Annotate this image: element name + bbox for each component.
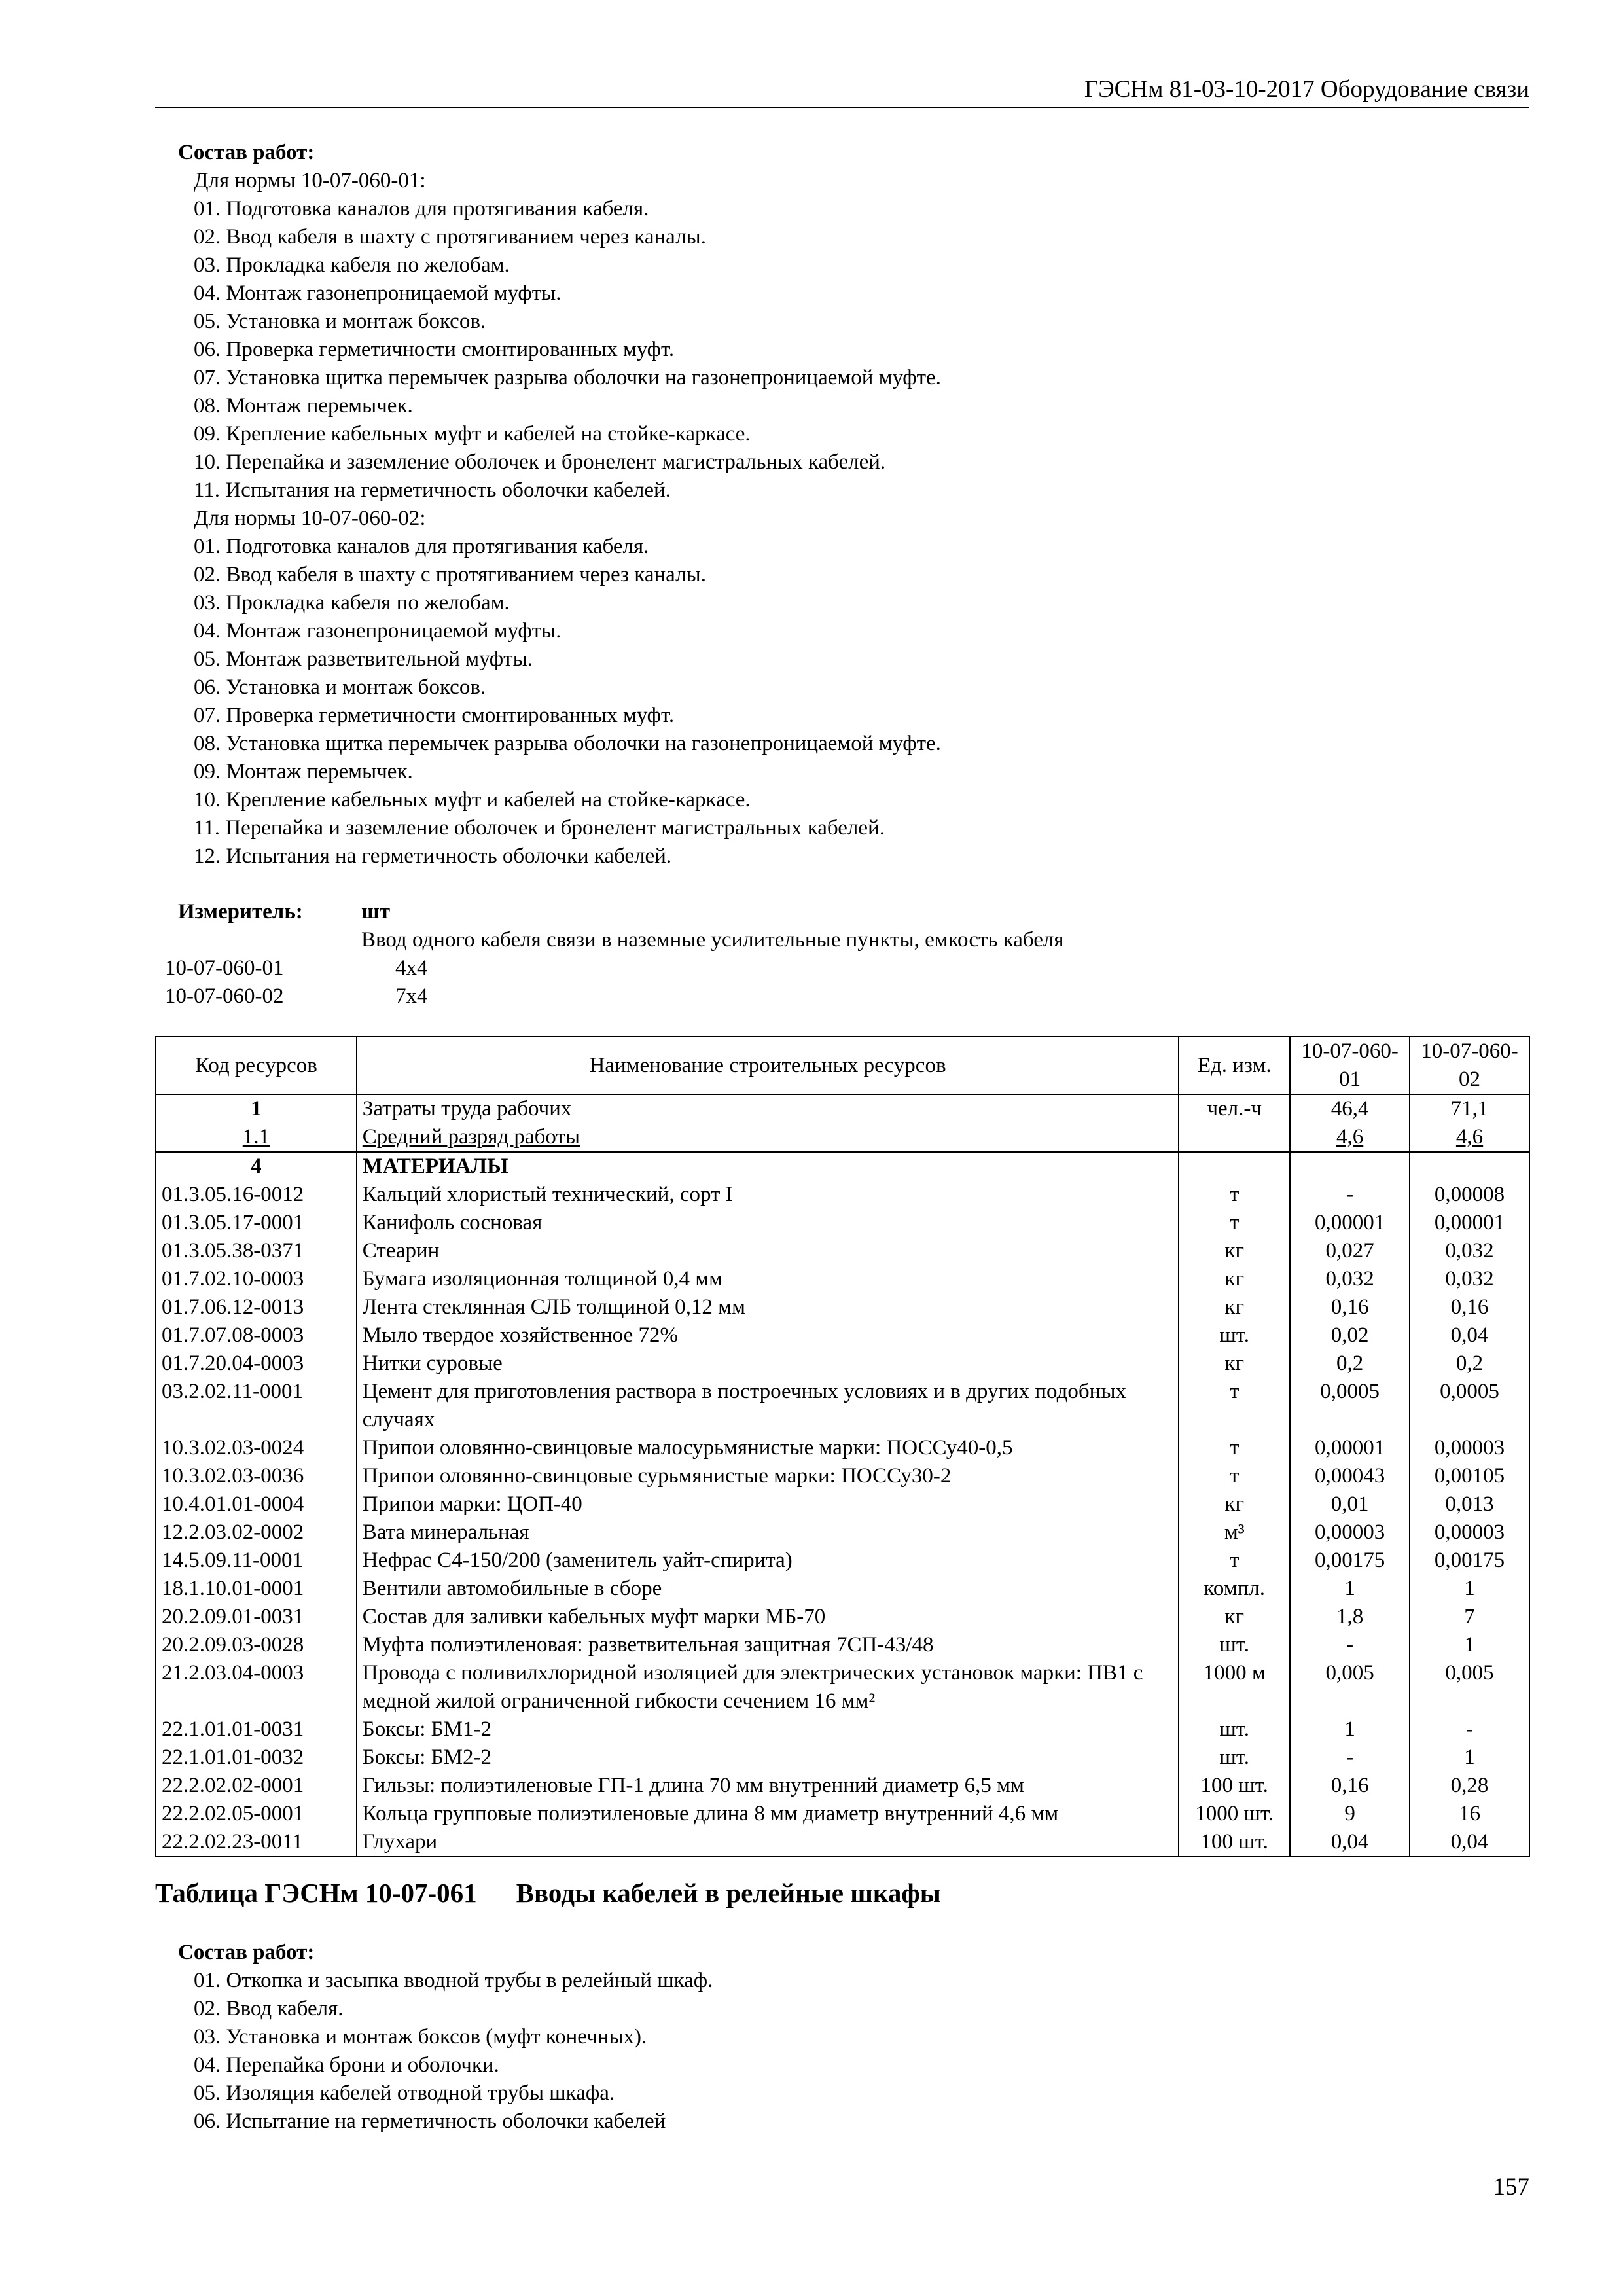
cell-name: Мыло твердое хозяйственное 72%	[357, 1321, 1179, 1350]
cell-value-1: 1	[1290, 1715, 1410, 1744]
cell-unit: кг	[1179, 1490, 1290, 1518]
cell-name: Глухари	[357, 1828, 1179, 1857]
cell-value-1	[1290, 1152, 1410, 1181]
work-item: 07. Проверка герметичности смонтированных муфт.	[194, 704, 675, 727]
cell-name: Нитки суровые	[357, 1350, 1179, 1378]
cell-code: 20.2.09.03-0028	[156, 1631, 357, 1659]
cell-value-2: 0,005	[1410, 1659, 1529, 1715]
work-item: 11. Перепайка и заземление оболочек и бронелент магистральных кабелей.	[194, 816, 885, 840]
cell-value-2: 0,28	[1410, 1772, 1529, 1800]
cell-value-1: 0,02	[1290, 1321, 1410, 1350]
cell-unit: 100 шт.	[1179, 1828, 1290, 1857]
cell-value-2: 0,00001	[1410, 1209, 1529, 1237]
cell-name: Лента стеклянная СЛБ толщиной 0,12 мм	[357, 1293, 1179, 1321]
cell-code: 10.4.01.01-0004	[156, 1490, 357, 1518]
work-item: 12. Испытания на герметичность оболочки кабелей.	[194, 844, 672, 868]
table-row	[156, 1434, 1529, 1462]
cell-value-1: 0,00043	[1290, 1462, 1410, 1490]
work-item: 04. Монтаж газонепроницаемой муфты.	[194, 619, 562, 643]
table-row	[156, 1631, 1529, 1659]
table-row	[156, 1378, 1529, 1434]
cell-name: МАТЕРИАЛЫ	[357, 1152, 1179, 1181]
cell-value-1: 0,04	[1290, 1828, 1410, 1857]
cell-code: 01.7.06.12-0013	[156, 1293, 357, 1321]
cell-value-1: 0,0005	[1290, 1378, 1410, 1434]
cell-code: 10.3.02.03-0024	[156, 1434, 357, 1462]
cell-value-2: 0,032	[1410, 1237, 1529, 1265]
work-item: 05. Монтаж разветвительной муфты.	[194, 647, 533, 671]
table-row	[156, 1490, 1529, 1518]
header-unit: Ед. изм.	[1179, 1037, 1290, 1094]
cell-name: Провода с поливилхлоридной изоляцией для электрических установок марки: ПВ1 с медной жилой ограниченной гибкости сечением 16 мм²	[357, 1659, 1179, 1715]
cell-unit: шт.	[1179, 1631, 1290, 1659]
cell-value-1: 0,00001	[1290, 1434, 1410, 1462]
work-heading: Состав работ:	[178, 141, 315, 164]
work-item: 08. Монтаж перемычек.	[194, 394, 413, 418]
cell-unit: кг	[1179, 1350, 1290, 1378]
work-heading: Состав работ:	[178, 1941, 315, 1964]
cell-code: 01.7.20.04-0003	[156, 1350, 357, 1378]
work-item: 09. Монтаж перемычек.	[194, 760, 413, 783]
cell-value-1: 1	[1290, 1575, 1410, 1603]
cell-value-1: 0,16	[1290, 1772, 1410, 1800]
cell-name: Цемент для приготовления раствора в построечных условиях и в других подобных случаях	[357, 1378, 1179, 1434]
table-row	[156, 1772, 1529, 1800]
cell-value-2: 0,04	[1410, 1321, 1529, 1350]
cell-value-1: 0,005	[1290, 1659, 1410, 1715]
table-row	[156, 1462, 1529, 1490]
header-name: Наименование строительных ресурсов	[357, 1037, 1179, 1094]
cell-value-2: 4,6	[1410, 1123, 1529, 1152]
cell-value-2: 0,16	[1410, 1293, 1529, 1321]
cell-value-1: 0,2	[1290, 1350, 1410, 1378]
cell-name: Канифоль сосновая	[357, 1209, 1179, 1237]
norm-value: 4х4	[395, 956, 428, 980]
cell-value-1: 0,16	[1290, 1293, 1410, 1321]
header-code: Код ресурсов	[156, 1037, 357, 1094]
cell-name: Кольца групповые полиэтиленовые длина 8 мм диаметр внутренний 4,6 мм	[357, 1800, 1179, 1828]
cell-code: 22.2.02.23-0011	[156, 1828, 357, 1857]
header-norm-2: 10-07-060-02	[1410, 1037, 1529, 1094]
norm-code: 10-07-060-01	[165, 956, 284, 980]
norm-code: 10-07-060-02	[165, 984, 284, 1008]
table2-number: Таблица ГЭСНм 10-07-061	[155, 1878, 477, 1908]
work-item: 03. Прокладка кабеля по желобам.	[194, 591, 510, 615]
table-row	[156, 1744, 1529, 1772]
cell-value-2: 71,1	[1410, 1094, 1529, 1123]
cell-name: Гильзы: полиэтиленовые ГП-1 длина 70 мм внутренний диаметр 6,5 мм	[357, 1772, 1179, 1800]
work-item: 01. Подготовка каналов для протягивания кабеля.	[194, 197, 649, 221]
cell-value-1: 0,01	[1290, 1490, 1410, 1518]
cell-value-1: 0,032	[1290, 1265, 1410, 1293]
work-composition-2	[178, 1939, 713, 2136]
cell-unit: т	[1179, 1181, 1290, 1209]
cell-value-2	[1410, 1152, 1529, 1181]
cell-code: 22.1.01.01-0032	[156, 1744, 357, 1772]
cell-name: Припои оловянно-свинцовые малосурьмянистые марки: ПОССу40-0,5	[357, 1434, 1179, 1462]
cell-code: 01.7.02.10-0003	[156, 1265, 357, 1293]
measure-unit: шт	[361, 900, 391, 924]
table-row	[156, 1603, 1529, 1631]
work-item: 02. Ввод кабеля.	[194, 1997, 344, 2020]
work-item: 04. Перепайка брони и оболочки.	[194, 2053, 499, 2077]
cell-name: Нефрас С4-150/200 (заменитель уайт-спирита)	[357, 1547, 1179, 1575]
cell-code: 4	[156, 1152, 357, 1181]
cell-value-2: 0,00175	[1410, 1547, 1529, 1575]
work-item: 06. Проверка герметичности смонтированных муфт.	[194, 338, 675, 361]
cell-name: Боксы: БМ1-2	[357, 1715, 1179, 1744]
cell-code: 22.2.02.05-0001	[156, 1800, 357, 1828]
cell-unit: т	[1179, 1462, 1290, 1490]
work-item: 04. Монтаж газонепроницаемой муфты.	[194, 281, 562, 305]
cell-value-2: 16	[1410, 1800, 1529, 1828]
cell-value-1: 4,6	[1290, 1123, 1410, 1152]
header-norm-1: 10-07-060-01	[1290, 1037, 1410, 1094]
cell-name: Припои оловянно-свинцовые сурьмянистые марки: ПОССу30-2	[357, 1462, 1179, 1490]
cell-code: 14.5.09.11-0001	[156, 1547, 357, 1575]
cell-code: 01.7.07.08-0003	[156, 1321, 357, 1350]
cell-value-2: 1	[1410, 1744, 1529, 1772]
measure-description: Ввод одного кабеля связи в наземные усилительные пункты, емкость кабеля	[361, 928, 1064, 952]
cell-value-2: 0,0005	[1410, 1378, 1529, 1434]
cell-name: Вентили автомобильные в сборе	[357, 1575, 1179, 1603]
work-item: 03. Установка и монтаж боксов (муфт конечных).	[194, 2025, 647, 2049]
work-item: 02. Ввод кабеля в шахту с протягиванием через каналы.	[194, 563, 706, 586]
cell-code: 22.1.01.01-0031	[156, 1715, 357, 1744]
cell-unit: шт.	[1179, 1744, 1290, 1772]
cell-name: Средний разряд работы	[357, 1123, 1179, 1152]
cell-code: 1	[156, 1094, 357, 1123]
work-item: 05. Установка и монтаж боксов.	[194, 310, 486, 333]
table-row	[156, 1350, 1529, 1378]
cell-value-1: 0,00003	[1290, 1518, 1410, 1547]
table-header-row	[156, 1037, 1529, 1094]
cell-value-1: 46,4	[1290, 1094, 1410, 1123]
cell-code: 21.2.03.04-0003	[156, 1659, 357, 1715]
cell-name: Припои марки: ЦОП-40	[357, 1490, 1179, 1518]
table2-title	[155, 1876, 941, 1910]
cell-value-2: 0,2	[1410, 1350, 1529, 1378]
work-item: 11. Испытания на герметичность оболочки кабелей.	[194, 478, 671, 502]
cell-value-1: -	[1290, 1744, 1410, 1772]
cell-unit: шт.	[1179, 1715, 1290, 1744]
cell-value-2: 0,013	[1410, 1490, 1529, 1518]
cell-value-1: -	[1290, 1631, 1410, 1659]
table-row	[156, 1293, 1529, 1321]
table-row	[156, 1518, 1529, 1547]
work-item: 01. Откопка и засыпка вводной трубы в релейный шкаф.	[194, 1969, 713, 1992]
cell-value-2: 1	[1410, 1631, 1529, 1659]
cell-unit: 100 шт.	[1179, 1772, 1290, 1800]
table-row	[156, 1321, 1529, 1350]
work-item: 06. Установка и монтаж боксов.	[194, 675, 486, 699]
table-row	[156, 1715, 1529, 1744]
cell-code: 01.3.05.38-0371	[156, 1237, 357, 1265]
work-composition-1	[178, 139, 941, 870]
norm2-label: Для нормы 10-07-060-02:	[194, 507, 426, 530]
cell-name: Состав для заливки кабельных муфт марки МБ-70	[357, 1603, 1179, 1631]
cell-code: 01.3.05.16-0012	[156, 1181, 357, 1209]
cell-unit: т	[1179, 1434, 1290, 1462]
table-row	[156, 1123, 1529, 1152]
cell-unit: кг	[1179, 1603, 1290, 1631]
resources-table	[155, 1036, 1530, 1857]
cell-unit: т	[1179, 1547, 1290, 1575]
norm-value: 7х4	[395, 984, 428, 1008]
cell-value-1: 0,00175	[1290, 1547, 1410, 1575]
cell-unit: 1000 шт.	[1179, 1800, 1290, 1828]
cell-code: 20.2.09.01-0031	[156, 1603, 357, 1631]
cell-unit: кг	[1179, 1293, 1290, 1321]
cell-code: 1.1	[156, 1123, 357, 1152]
work-item: 05. Изоляция кабелей отводной трубы шкафа.	[194, 2081, 615, 2105]
work-item: 06. Испытание на герметичность оболочки кабелей	[194, 2109, 666, 2133]
cell-name: Боксы: БМ2-2	[357, 1744, 1179, 1772]
cell-code: 12.2.03.02-0002	[156, 1518, 357, 1547]
cell-code: 03.2.02.11-0001	[156, 1378, 357, 1434]
page-header: ГЭСНм 81-03-10-2017 Оборудование связи	[155, 74, 1529, 108]
cell-value-2: 0,00003	[1410, 1434, 1529, 1462]
cell-value-1: 0,00001	[1290, 1209, 1410, 1237]
cell-unit: т	[1179, 1209, 1290, 1237]
work-item: 10. Крепление кабельных муфт и кабелей на стойке-каркасе.	[194, 788, 751, 812]
cell-value-1: -	[1290, 1181, 1410, 1209]
table-row	[156, 1237, 1529, 1265]
table2-subtitle: Вводы кабелей в релейные шкафы	[516, 1878, 941, 1908]
table-row	[156, 1547, 1529, 1575]
work-item: 10. Перепайка и заземление оболочек и бронелент магистральных кабелей.	[194, 450, 886, 474]
cell-name: Муфта полиэтиленовая: разветвительная защитная 7СП-43/48	[357, 1631, 1179, 1659]
measure-label: Измеритель:	[178, 900, 303, 924]
work-item: 03. Прокладка кабеля по желобам.	[194, 253, 510, 277]
cell-unit: кг	[1179, 1237, 1290, 1265]
table-row	[156, 1575, 1529, 1603]
work-item: 01. Подготовка каналов для протягивания кабеля.	[194, 535, 649, 558]
page-number: 157	[1493, 2174, 1529, 2200]
cell-unit: м³	[1179, 1518, 1290, 1547]
cell-value-2: 0,032	[1410, 1265, 1529, 1293]
cell-name: Вата минеральная	[357, 1518, 1179, 1547]
cell-code: 01.3.05.17-0001	[156, 1209, 357, 1237]
cell-name: Кальций хлористый технический, сорт I	[357, 1181, 1179, 1209]
cell-name: Затраты труда рабочих	[357, 1094, 1179, 1123]
cell-unit	[1179, 1152, 1290, 1181]
table-row	[156, 1209, 1529, 1237]
cell-value-2: -	[1410, 1715, 1529, 1744]
work-item: 09. Крепление кабельных муфт и кабелей на стойке-каркасе.	[194, 422, 751, 446]
cell-value-2: 0,04	[1410, 1828, 1529, 1857]
cell-unit: кг	[1179, 1265, 1290, 1293]
cell-unit	[1179, 1123, 1290, 1152]
cell-value-2: 0,00008	[1410, 1181, 1529, 1209]
cell-unit: 1000 м	[1179, 1659, 1290, 1715]
table-row	[156, 1152, 1529, 1181]
cell-unit: т	[1179, 1378, 1290, 1434]
cell-code: 10.3.02.03-0036	[156, 1462, 357, 1490]
cell-value-2: 7	[1410, 1603, 1529, 1631]
cell-code: 22.2.02.02-0001	[156, 1772, 357, 1800]
cell-name: Бумага изоляционная толщиной 0,4 мм	[357, 1265, 1179, 1293]
work-item: 02. Ввод кабеля в шахту с протягиванием через каналы.	[194, 225, 706, 249]
cell-value-1: 1,8	[1290, 1603, 1410, 1631]
table-row	[156, 1094, 1529, 1123]
norm1-label: Для нормы 10-07-060-01:	[194, 169, 426, 192]
work-item: 07. Установка щитка перемычек разрыва оболочки на газонепроницаемой муфте.	[194, 366, 941, 389]
cell-value-1: 9	[1290, 1800, 1410, 1828]
cell-name: Стеарин	[357, 1237, 1179, 1265]
cell-code: 18.1.10.01-0001	[156, 1575, 357, 1603]
table-row	[156, 1800, 1529, 1828]
table-row	[156, 1181, 1529, 1209]
cell-unit: шт.	[1179, 1321, 1290, 1350]
cell-unit: чел.-ч	[1179, 1094, 1290, 1123]
table-row	[156, 1828, 1529, 1857]
table-row	[156, 1265, 1529, 1293]
cell-value-2: 1	[1410, 1575, 1529, 1603]
cell-unit: компл.	[1179, 1575, 1290, 1603]
work-item: 08. Установка щитка перемычек разрыва оболочки на газонепроницаемой муфте.	[194, 732, 941, 755]
cell-value-2: 0,00105	[1410, 1462, 1529, 1490]
table-row	[156, 1659, 1529, 1715]
cell-value-1: 0,027	[1290, 1237, 1410, 1265]
cell-value-2: 0,00003	[1410, 1518, 1529, 1547]
